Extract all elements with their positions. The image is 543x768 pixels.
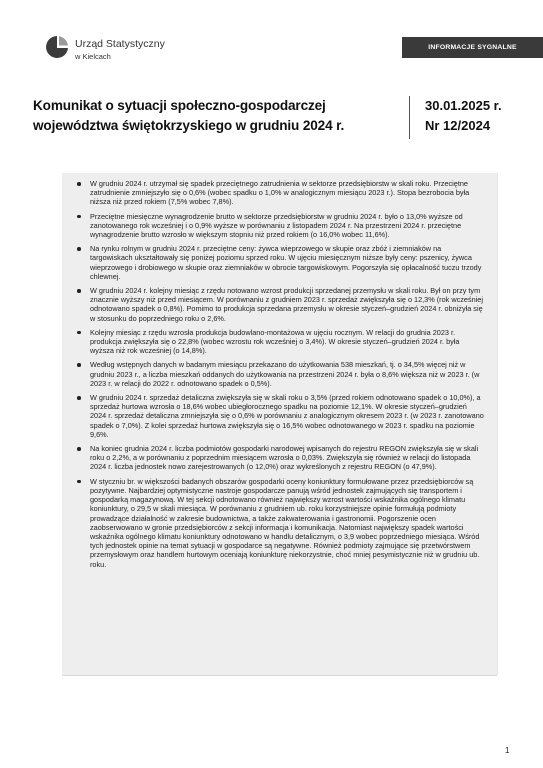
summary-item: Kolejny miesiąc z rzędu wzrosła produkcja budowlano-montażowa w ujęciu rocznym. W relacji do grudnia 2023 r. produkcja zwiększyła się o 22,8% (wobec wzrostu rok wcześniej o 3,4%). W okresie styczeń–grudzień 2024 r. była wyższa niż rok wcześniej (o 14,8%). (74, 328, 485, 356)
summary-item: Na rynku rolnym w grudniu 2024 r. przeciętne ceny: żywca wieprzowego w skupie oraz zbóż i ziemniaków na targowiskach ukształtowały się poniżej poziomu sprzed roku. W ujęciu miesięcznym niższe były ceny: pszenicy, żywca wieprzowego i drobiowego w skupie oraz ziemniaków w obrocie targowiskowym. Pogorszyła się opłacalność tuczu trzody chlewnej. (74, 244, 485, 281)
title-divider (409, 96, 410, 139)
category-badge: INFORMACJE SYGNALNE (402, 37, 543, 58)
logo-line2: w Kielcach (75, 52, 111, 61)
logo-line1: Urząd Statystyczny (75, 38, 165, 50)
issue-number: Nr 12/2024 (425, 118, 491, 133)
summary-list (74, 179, 485, 569)
summary-item: W styczniu br. w większości badanych obszarów gospodarki oceny koniunktury formułowane przez przedsiębiorców są pozytywne. Najbardziej optymistyczne nastroje gospodarcze panują wśród jednostek zajmujących się transportem i gospodarką magazynową. W tej sekcji odnotowano również największy wzrost wartości wskaźnika ogólnego klimatu koniunktury, o 29,5 w skali miesiąca. W porównaniu z grudniem ub. roku korzystniejsze opinie formułują podmioty prowadzące działalność w zakresie budownictwa, a także zakwaterowania i gastronomii. Pogorszenie ocen zaobserwowano w gronie przedsiębiorców z sekcji informacja i komunikacja. Natomiast największy spadek wartości wskaźnika ogólnego klimatu koniunktury odnotowano w handlu detalicznym, o 3,9 wobec poprzedniego miesiąca. Wśród tych jednostek opinie na temat sytuacji w gospodarce są negatywne. Również podmioty zajmujące się przetwórstwem przemysłowym oraz handlem hurtowym oceniają koniunkturę niekorzystnie, choć mniej pesymistycznie niż w grudniu ub. roku. (74, 477, 485, 569)
summary-item: Według wstępnych danych w badanym miesiącu przekazano do użytkowania 538 mieszkań, tj. o 34,5% więcej niż w grudniu 2023 r., a liczba mieszkań oddanych do użytkowania na przestrzeni 2024 r. była o 8,6% większa niż w 2023 r. (w 2023 r. w relacji do 2022 r. odnotowano spadek o 0,5%). (74, 360, 485, 388)
summary-item: Na koniec grudnia 2024 r. liczba podmiotów gospodarki narodowej wpisanych do rejestru REGON zwiększyła się w skali roku o 2,2%, a w porównaniu z poprzednim miesiącem wzrosła o 0,03%. Zwiększyła się również w relacji do listopada 2024 r. liczba jednostek nowo zarejestrowanych (o 12,0%) oraz wykreślonych z rejestru REGON (o 47,9%). (74, 444, 485, 472)
summary-item: Przeciętne miesięczne wynagrodzenie brutto w sektorze przedsiębiorstw w grudniu 2024 r. było o 13,0% wyższe od zanotowanego rok wcześniej i o 0,9% wyższe w porównaniu z listopadem 2024 r. Na przestrzeni 2024 r. przeciętne wynagrodzenie brutto wzrosło w większym stopniu niż przed rokiem (o 16,0% wobec 11,6%). (74, 212, 485, 240)
gus-logo (44, 34, 164, 70)
summary-right-edge (497, 173, 498, 675)
summary-bottom-rule (62, 675, 497, 676)
page-number: 1 (505, 746, 510, 755)
publication-date: 30.01.2025 r. (425, 98, 502, 113)
page-title: Komunikat o sytuacji społeczno-gospodarczej województwa świętokrzyskiego w grudniu 2024 r. (33, 98, 345, 133)
summary-box (62, 173, 497, 675)
summary-item: W grudniu 2024 r. kolejny miesiąc z rzędu notowano wzrost produkcji sprzedanej przemysłu w skali roku. Był on przy tym znacznie wyższy niż przed miesiącem. W porównaniu z grudniem 2023 r. sprzedaż zwiększyła się o 12,3% (rok wcześniej odnotowano spadek o 0,8%). Pomimo to produkcja sprzedana przemysłu w okresie styczeń–grudzień 2024 r. obniżyła się w stosunku do poprzedniego roku o 2,6%. (74, 286, 485, 323)
gus-logo-icon (44, 34, 70, 62)
summary-item: W grudniu 2024 r. sprzedaż detaliczna zwiększyła się w skali roku o 3,5% (przed rokiem odnotowano spadek o 10,0%), a sprzedaż hurtowa wzrosła o 18,6% wobec ubiegłorocznego spadku na poziomie 12,1%. W okresie styczeń–grudzień 2024 r. sprzedaż detaliczna zmniejszyła się o 0,6% w porównaniu z analogicznym okresem 2023 r. (w 2023 r. zanotowano spadek o 7,0%). Z kolei sprzedaż hurtowa zwiększyła się o 16,5% wobec odnotowanego w 2023 r. spadku na poziomie 9,6%. (74, 393, 485, 439)
summary-item: W grudniu 2024 r. utrzymał się spadek przeciętnego zatrudnienia w sektorze przedsiębiorstw w skali roku. Przeciętne zatrudnienie zmniejszyło się o 0,6% (wobec spadku o 1,0% w analogicznym miesiącu 2023 r.). Stopa bezrobocia była niższa niż przed rokiem (7,5% wobec 7,8%). (74, 179, 485, 207)
